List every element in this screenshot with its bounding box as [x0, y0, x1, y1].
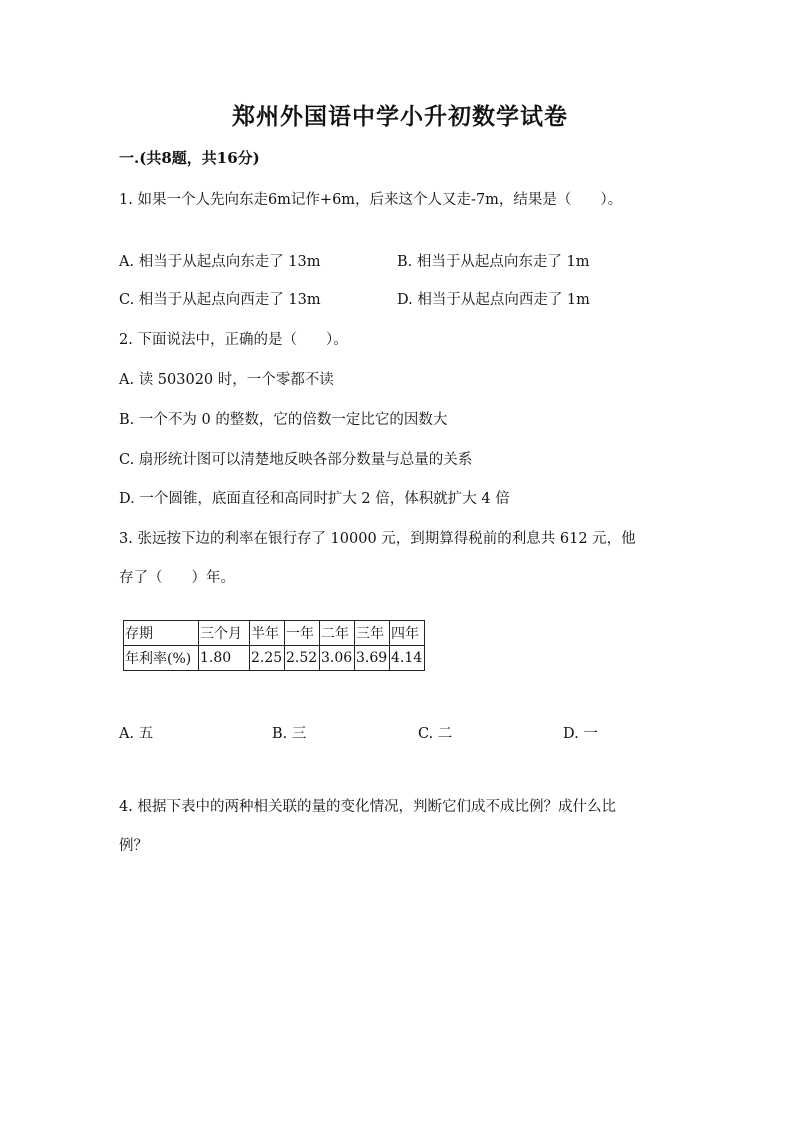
question-3-option-d: D. 一 — [563, 726, 598, 742]
question-3-option-c: C. 二 — [418, 726, 453, 742]
table-header-cell: 存期 — [124, 621, 199, 646]
table-cell: 2.52 — [285, 646, 320, 671]
table-header-cell: 三个月 — [199, 621, 250, 646]
table-cell: 1.80 — [199, 646, 250, 671]
question-2-stem: 2. 下面说法中，正确的是（ ）。 — [119, 332, 348, 348]
table-cell: 3.69 — [355, 646, 390, 671]
question-1-option-d: D. 相当于从起点向西走了 1m — [397, 292, 590, 308]
table-cell: 2.25 — [250, 646, 285, 671]
question-3-stem-line-1: 3. 张远按下边的利率在银行存了 10000 元，到期算得税前的利息共 612 元，他 — [119, 531, 636, 547]
table-cell: 4.14 — [390, 646, 425, 671]
table-header-cell: 四年 — [390, 621, 425, 646]
table-row — [124, 646, 425, 671]
question-2-option-b: B. 一个不为 0 的整数，它的倍数一定比它的因数大 — [119, 412, 448, 428]
question-3-option-a: A. 五 — [119, 726, 154, 742]
question-2-option-d: D. 一个圆锥，底面直径和高同时扩大 2 倍，体积就扩大 4 倍 — [119, 491, 510, 507]
interest-rate-table — [123, 620, 425, 671]
table-header-cell: 半年 — [250, 621, 285, 646]
question-1-option-a: A. 相当于从起点向东走了 13m — [119, 254, 321, 270]
question-1-stem: 1. 如果一个人先向东走6m记作+6m，后来这个人又走-7m，结果是（ ）。 — [119, 192, 623, 208]
question-1-option-b: B. 相当于从起点向东走了 1m — [397, 254, 590, 270]
section-heading: 一.(共8题，共16分) — [119, 149, 260, 167]
table-cell: 年利率(%) — [124, 646, 199, 671]
question-1-option-c: C. 相当于从起点向西走了 13m — [119, 292, 321, 308]
question-4-stem-line-2: 例？ — [119, 838, 148, 854]
table-header-row — [124, 621, 425, 646]
table-header-cell: 一年 — [285, 621, 320, 646]
question-3-option-b: B. 三 — [272, 726, 307, 742]
question-4-stem-line-1: 4. 根据下表中的两种相关联的量的变化情况，判断它们成不成比例？成什么比 — [119, 799, 616, 815]
table-cell: 3.06 — [320, 646, 355, 671]
question-3-stem-line-2: 存了（ ）年。 — [119, 570, 235, 586]
table-header-cell: 二年 — [320, 621, 355, 646]
question-2-option-c: C. 扇形统计图可以清楚地反映各部分数量与总量的关系 — [119, 452, 473, 468]
page-title: 郑州外国语中学小升初数学试卷 — [232, 103, 568, 130]
table-header-cell: 三年 — [355, 621, 390, 646]
question-2-option-a: A. 读 503020 时，一个零都不读 — [119, 372, 334, 388]
